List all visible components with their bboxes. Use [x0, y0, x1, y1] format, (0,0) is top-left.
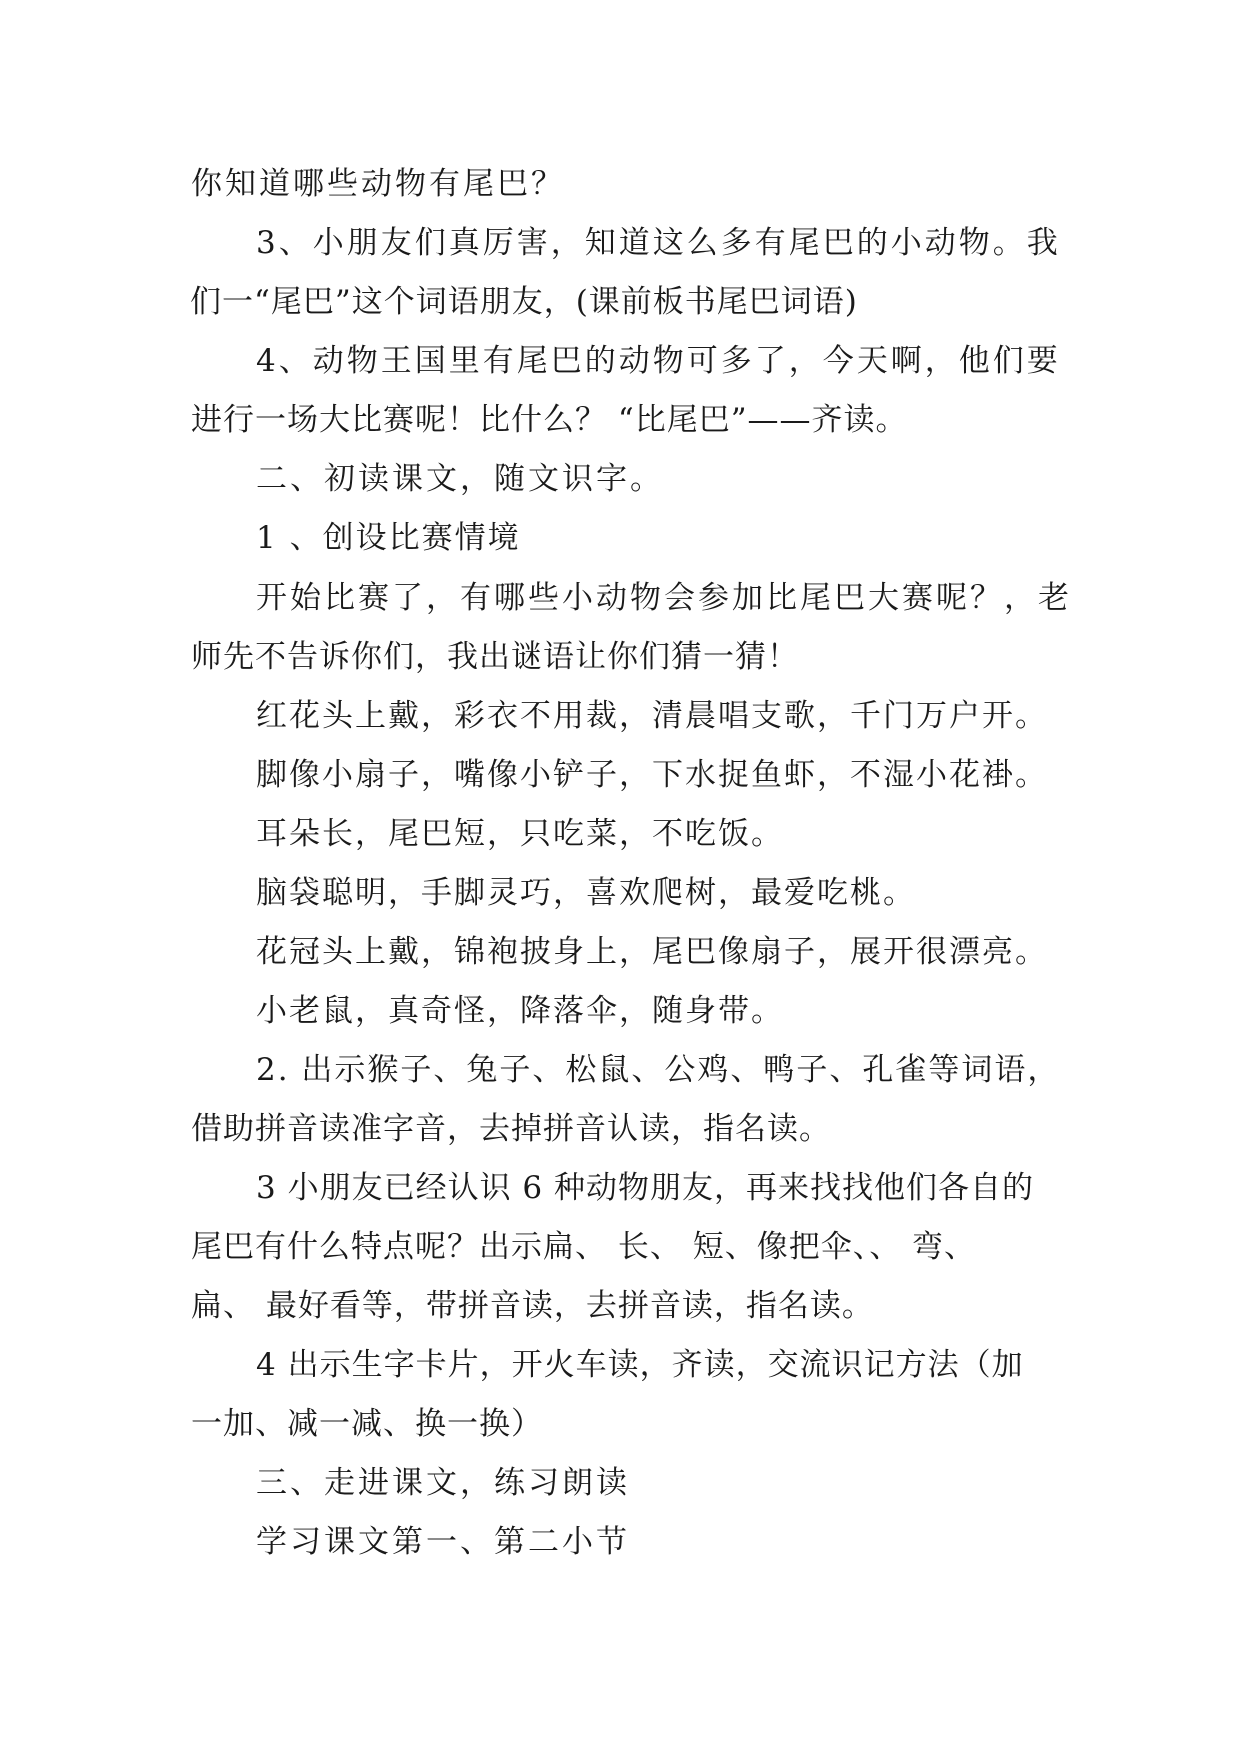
text-line: 们一“尾巴”这个词语朋友，(课前板书尾巴词语)	[190, 284, 858, 320]
text-line: 尾巴有什么特点呢？出示扁、 长、 短、像把伞、、 弯、	[191, 1229, 977, 1265]
text-line: 学习课文第一、第二小节	[256, 1524, 630, 1560]
riddle-line: 红花头上戴，彩衣不用裁，清晨唱支歌，千门万户开。	[256, 698, 1048, 734]
text-line: 一加、减一减、换一换）	[191, 1406, 543, 1442]
riddle-line: 脑袋聪明，手脚灵巧，喜欢爬树，最爱吃桃。	[256, 875, 916, 911]
text-line: 4、动物王国里有尾巴的动物可多了，今天啊，他们要	[256, 343, 1061, 379]
section-heading: 三、走进课文，练习朗读	[256, 1465, 630, 1501]
text-line: 3、小朋友们真厉害，知道这么多有尾巴的小动物。我	[256, 225, 1061, 261]
text-line: 开始比赛了，有哪些小动物会参加比尾巴大赛呢？，老	[256, 580, 1072, 616]
text-line: 师先不告诉你们，我出谜语让你们猜一猜！	[191, 639, 799, 675]
riddle-line: 耳朵长，尾巴短，只吃菜，不吃饭。	[256, 816, 784, 852]
subsection-heading: 1 、创设比赛情境	[256, 520, 521, 556]
text-line: 你知道哪些动物有尾巴？	[191, 166, 565, 202]
text-line: 2. 出示猴子、兔子、松鼠、公鸡、鸭子、孔雀等词语，	[256, 1052, 1061, 1088]
riddle-line: 小老鼠，真奇怪，降落伞，随身带。	[256, 993, 784, 1029]
text-line: 扁、 最好看等，带拼音读，去拼音读，指名读。	[191, 1288, 874, 1324]
section-heading: 二、初读课文，随文识字。	[256, 461, 664, 497]
riddle-line: 脚像小扇子，嘴像小铲子，下水捉鱼虾，不湿小花褂。	[256, 757, 1048, 793]
text-line: 借助拼音读准字音，去掉拼音认读，指名读。	[191, 1111, 831, 1147]
text-line: 3 小朋友已经认识 6 种动物朋友，再来找找他们各自的	[256, 1170, 1035, 1206]
text-line: 4 出示生字卡片，开火车读，齐读，交流识记方法（加	[256, 1347, 1024, 1383]
text-line: 进行一场大比赛呢！比什么？ “比尾巴”——齐读。	[191, 402, 908, 438]
riddle-line: 花冠头上戴，锦袍披身上，尾巴像扇子，展开很漂亮。	[256, 934, 1048, 970]
